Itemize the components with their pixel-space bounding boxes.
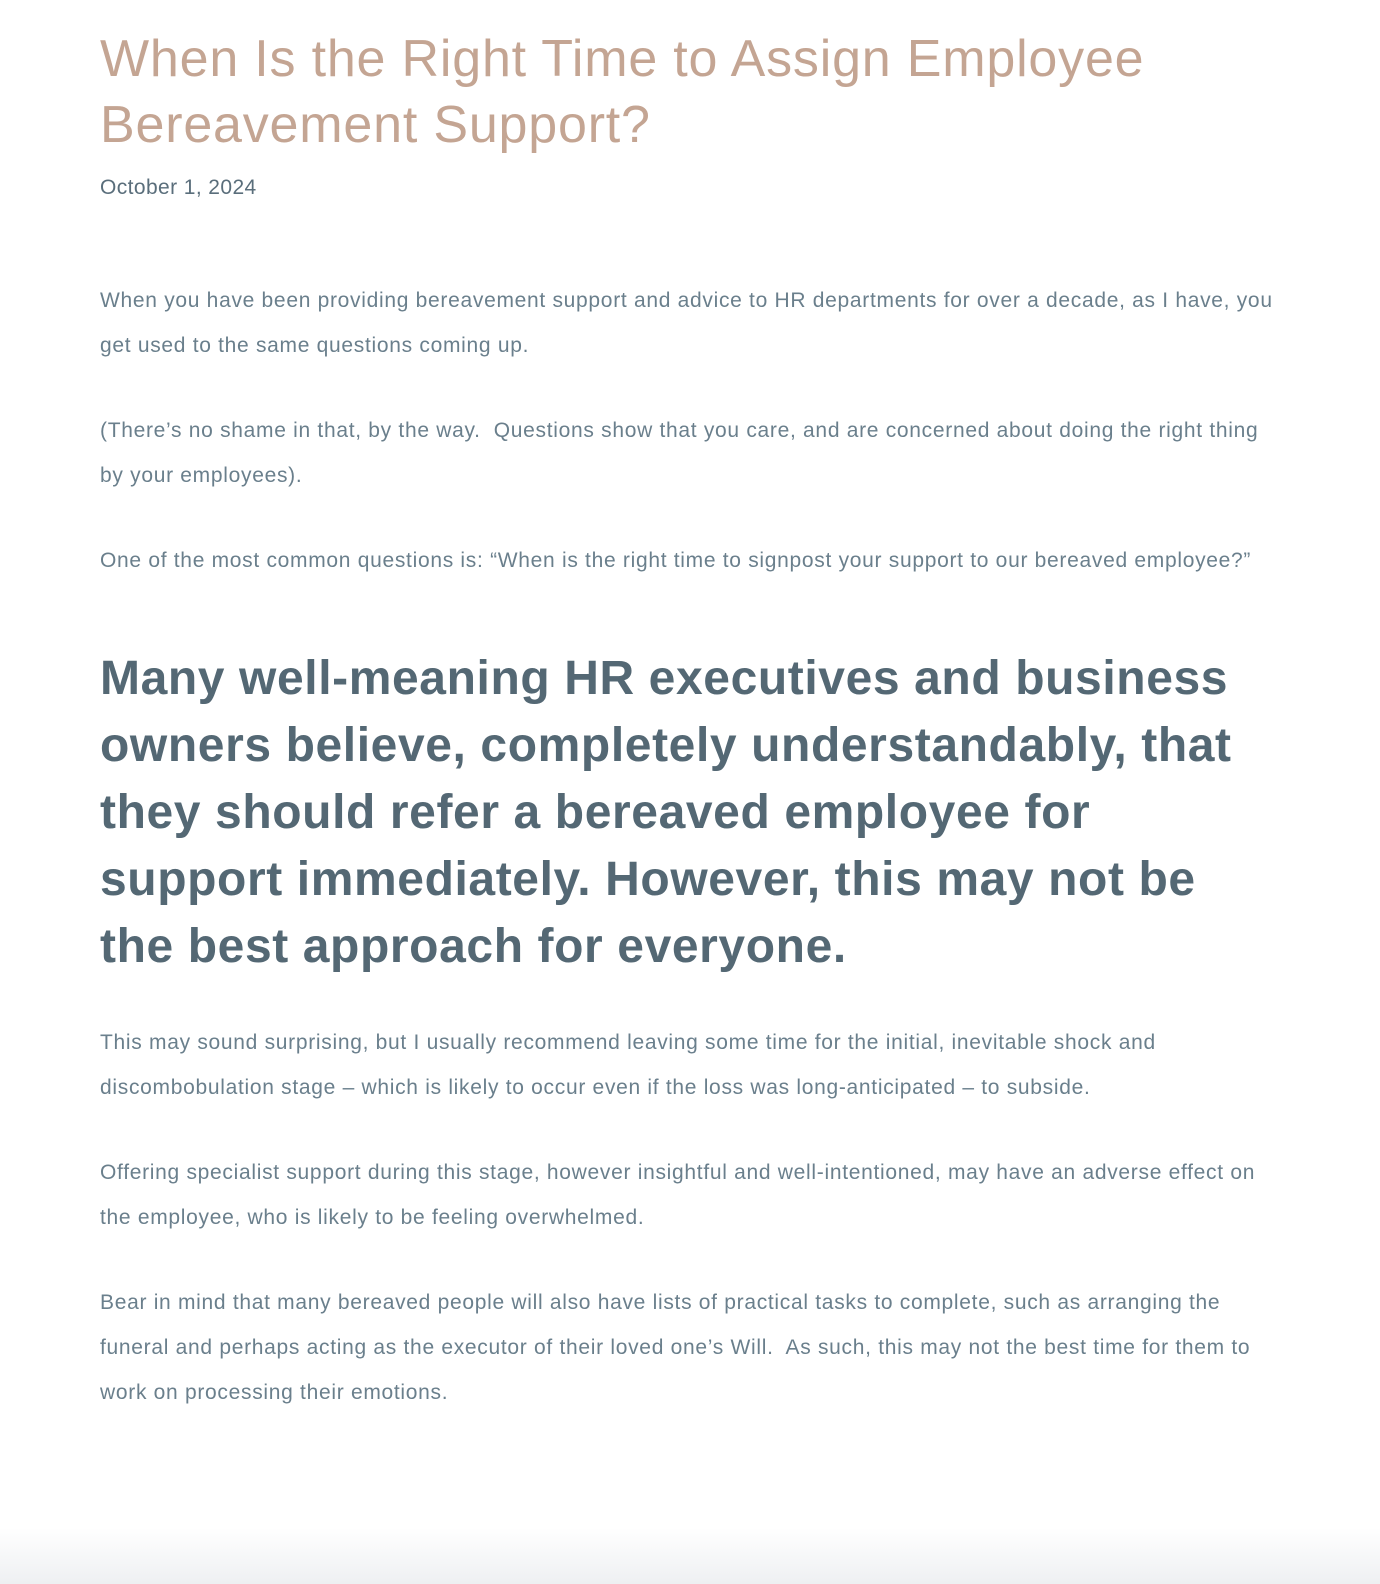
intro-paragraph-1: When you have been providing bereavement support and advice to HR departments for over a decade, as I have, you get used to the same questions coming up. xyxy=(100,289,1280,357)
bottom-section-fade xyxy=(0,1528,1380,1584)
post-body xyxy=(100,278,1280,1415)
intro-paragraph-3: One of the most common questions is: “When is the right time to signpost your support to our bereaved employee?” xyxy=(100,549,1252,572)
body-paragraph-2: Offering specialist support during this stage, however insightful and well-intentioned, may have an adverse effect on the employee, who is likely to be feeling overwhelmed. xyxy=(100,1161,1262,1229)
post-subheading: Many well-meaning HR executives and business owners believe, completely understandably, that they should refer a bereaved employee for support immediately. However, this may not be the best approach for everyone. xyxy=(100,652,1232,973)
post-date: October 1, 2024 xyxy=(100,176,257,199)
body-paragraph-3: Bear in mind that many bereaved people will also have lists of practical tasks to complete, such as arranging the funeral and perhaps acting as the executor of their loved one’s Will. As such, this may not the best time for them to work on processing their emotions. xyxy=(100,1291,1257,1404)
post-title: When Is the Right Time to Assign Employee Bereavement Support? xyxy=(100,30,1145,154)
intro-paragraph-2: (There’s no shame in that, by the way. Questions show that you care, and are concerned about doing the right thing by your employees). xyxy=(100,419,1265,487)
body-paragraph-1: This may sound surprising, but I usually recommend leaving some time for the initial, inevitable shock and discombobulation stage – which is likely to occur even if the loss was long-anticipated – to subside. xyxy=(100,1031,1163,1099)
